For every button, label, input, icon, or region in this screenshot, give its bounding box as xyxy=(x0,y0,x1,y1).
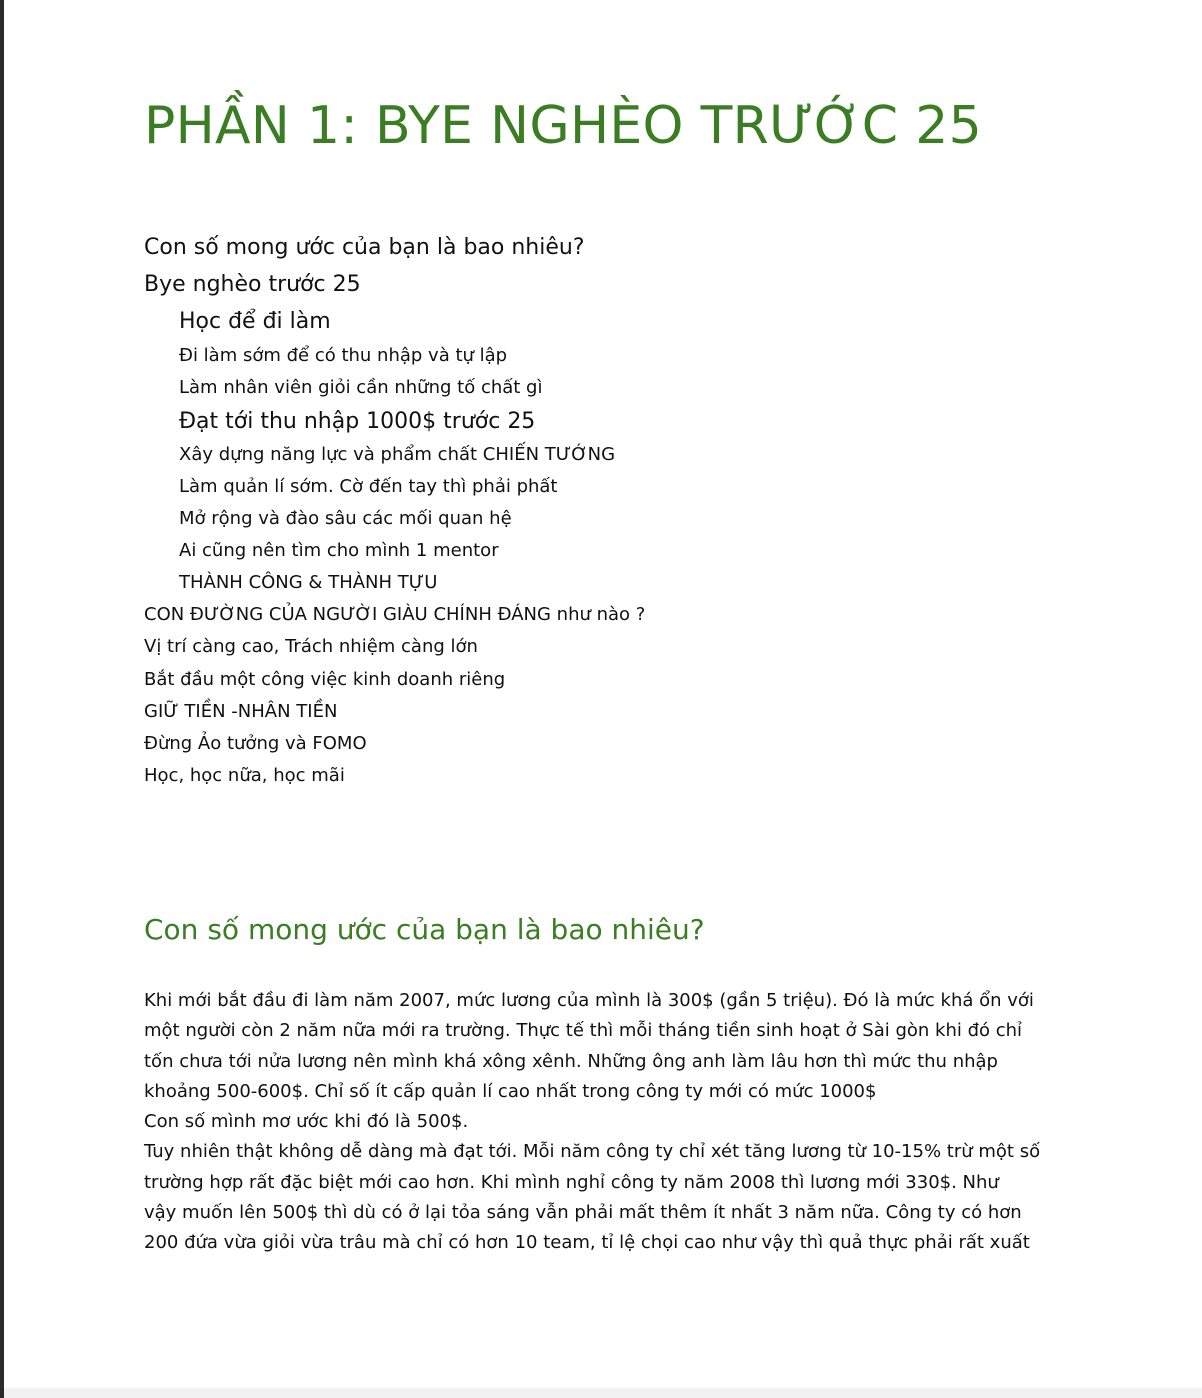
toc-item-general-qualities[interactable]: Xây dựng năng lực và phẩm chất CHIẾN TƯỚNG xyxy=(179,444,616,465)
toc-item-work-early[interactable]: Đi làm sớm để có thu nhập và tự lập xyxy=(179,345,508,366)
toc-item-rich-path[interactable]: CON ĐƯỜNG CỦA NGƯỜI GIÀU CHÍNH ĐÁNG như nào ? xyxy=(144,604,646,625)
toc-item-manage-early[interactable]: Làm quản lí sớm. Cờ đến tay thì phải phất xyxy=(179,476,558,497)
toc-item-study-to-work[interactable]: Học để đi làm xyxy=(179,309,331,334)
toc-item-keep-learning[interactable]: Học, học nữa, học mãi xyxy=(144,765,345,787)
table-of-contents xyxy=(144,229,645,793)
body-line: tốn chưa tới nửa lương nên mình khá xông xênh. Những ông anh làm lâu hơn thì mức thu nhập xyxy=(144,1050,998,1072)
body-line: Tuy nhiên thật không dễ dàng mà đạt tới. Mỗi năm công ty chỉ xét tăng lương từ 10-15% trừ một số xyxy=(144,1141,1041,1163)
toc-item-dream-number[interactable]: Con số mong ước của bạn là bao nhiêu? xyxy=(144,235,585,260)
section-heading: Con số mong ước của bạn là bao nhiêu? xyxy=(144,913,705,946)
body-line: khoảng 500-600$. Chỉ số ít cấp quản lí cao nhất trong công ty mới có mức 1000$ xyxy=(144,1080,877,1102)
body-paragraph xyxy=(144,986,1074,1258)
toc-item-fomo[interactable]: Đừng Ảo tưởng và FOMO xyxy=(144,733,367,755)
body-line: một người còn 2 năm nữa mới ra trường. Thực tế thì mỗi tháng tiền sinh hoạt ở Sài gòn khi đó chỉ xyxy=(144,1020,1023,1042)
toc-item-success[interactable]: THÀNH CÔNG & THÀNH TỰU xyxy=(179,572,438,593)
toc-item-mentor[interactable]: Ai cũng nên tìm cho mình 1 mentor xyxy=(179,540,499,561)
page-title: PHẦN 1: BYE NGHÈO TRƯỚC 25 xyxy=(144,96,982,156)
body-line: trường hợp rất đặc biệt mới cao hơn. Khi mình nghỉ công ty năm 2008 thì lương mới 330$. Như xyxy=(144,1171,999,1193)
body-line: Con số mình mơ ước khi đó là 500$. xyxy=(144,1111,469,1132)
toc-item-own-business[interactable]: Bắt đầu một công việc kinh doanh riêng xyxy=(144,668,506,690)
toc-item-responsibility[interactable]: Vị trí càng cao, Trách nhiệm càng lớn xyxy=(144,636,478,658)
toc-item-bye-poverty[interactable]: Bye nghèo trước 25 xyxy=(144,272,361,297)
toc-item-relationships[interactable]: Mở rộng và đào sâu các mối quan hệ xyxy=(179,508,512,529)
toc-item-keep-money[interactable]: GIỮ TIỀN -NHÂN TIỀN xyxy=(144,700,338,722)
body-line: vậy muốn lên 500$ thì dù có ở lại tỏa sáng vẫn phải mất thêm ít nhất 3 năm nữa. Công ty có hơn xyxy=(144,1201,1022,1223)
toc-item-good-employee[interactable]: Làm nhân viên giỏi cần những tố chất gì xyxy=(179,377,543,398)
document-page xyxy=(4,0,1202,1388)
toc-item-income-1000[interactable]: Đạt tới thu nhập 1000$ trước 25 xyxy=(179,409,536,434)
body-line: Khi mới bắt đầu đi làm năm 2007, mức lương của mình là 300$ (gần 5 triệu). Đó là mức khá ổn với xyxy=(144,990,1034,1011)
body-line: 200 đứa vừa giỏi vừa trâu mà chỉ có hơn 10 team, tỉ lệ chọi cao như vậy thì quả thực phải rất xuất xyxy=(144,1232,1030,1253)
